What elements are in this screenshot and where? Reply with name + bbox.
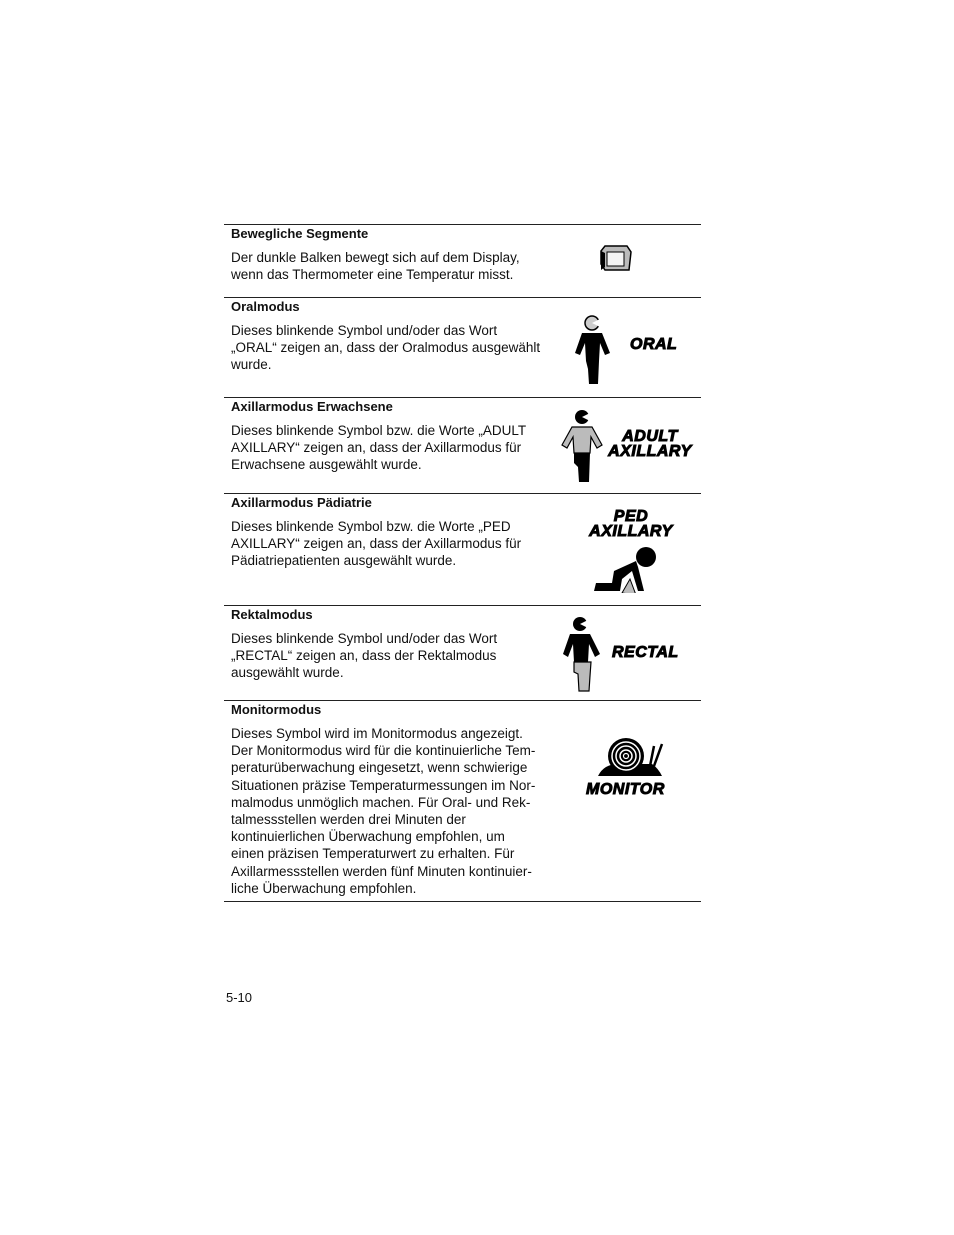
body-line: Erwachsene ausgewählt wurde. <box>231 457 422 473</box>
body-line: peraturüberwachung eingesetzt, wenn schwierige <box>231 760 528 776</box>
body-line: ausgewählt wurde. <box>231 665 344 681</box>
section-adult-axillary <box>231 399 556 474</box>
section-body <box>231 725 556 897</box>
label-line: AXILLARY <box>608 443 692 460</box>
ped-axillary-label <box>585 509 677 539</box>
divider <box>224 493 701 494</box>
section-rectal <box>231 607 556 682</box>
body-line: malmodus unmöglich machen. Für Oral- und Rek- <box>231 794 531 810</box>
body-line: wurde. <box>231 357 272 373</box>
body-line: wenn das Thermometer eine Temperatur misst. <box>231 267 514 283</box>
body-line: kontinuierlichen Überwachung empfohlen, um <box>231 829 505 845</box>
body-line: einen präzisen Temperaturwert zu erhalten. Für <box>231 846 515 862</box>
rectal-figure-icon <box>560 614 604 692</box>
crawling-child-icon <box>590 545 660 593</box>
body-line: Dieses blinkende Symbol und/oder das Wort <box>231 323 498 338</box>
rectal-label: RECTAL <box>612 644 679 661</box>
label-line: ADULT <box>622 428 678 445</box>
section-title: Monitormodus <box>231 702 322 717</box>
body-line: Der dunkle Balken bewegt sich auf dem Display, <box>231 250 520 265</box>
page-number: 5-10 <box>226 990 253 1005</box>
body-line: Pädiatriepatienten ausgewählt wurde. <box>231 553 457 569</box>
body-line: Dieses Symbol wird im Monitormodus angezeigt. <box>231 726 523 741</box>
body-line: liche Überwachung empfohlen. <box>231 880 417 896</box>
divider <box>224 397 701 398</box>
adult-axillary-figure-icon <box>560 407 604 483</box>
section-title: Rektalmodus <box>231 607 313 622</box>
divider <box>224 605 701 606</box>
section-body <box>231 249 556 283</box>
monitor-label: MONITOR <box>586 781 665 798</box>
segment-display-icon <box>599 243 635 273</box>
body-line: Dieses blinkende Symbol und/oder das Wort <box>231 631 498 646</box>
body-line: AXILLARY“ zeigen an, dass der Axillarmodus für <box>231 440 522 456</box>
section-ped-axillary <box>231 495 556 570</box>
section-title: Axillarmodus Erwachsene <box>231 399 393 414</box>
divider <box>224 297 701 298</box>
oral-label: ORAL <box>630 336 678 353</box>
section-body <box>231 630 556 682</box>
section-moving-segments <box>231 226 556 283</box>
section-title: Oralmodus <box>231 299 300 314</box>
section-body <box>231 322 556 374</box>
section-oral-mode <box>231 299 556 374</box>
body-line: „RECTAL“ zeigen an, dass der Rektalmodus <box>231 648 497 664</box>
body-line: „ORAL“ zeigen an, dass der Oralmodus ausgewählt <box>231 340 541 356</box>
body-line: talmessstellen werden drei Minuten der <box>231 812 466 828</box>
body-line: Dieses blinkende Symbol bzw. die Worte „PED <box>231 519 511 534</box>
body-line: Axillarmessstellen werden fünf Minuten kontinuier- <box>231 863 532 879</box>
label-line: PED <box>613 508 649 525</box>
body-line: Situationen präzise Temperaturmessungen im Nor- <box>231 777 536 793</box>
body-line: Dieses blinkende Symbol bzw. die Worte „ADULT <box>231 423 527 438</box>
label-line: AXILLARY <box>589 523 673 540</box>
divider <box>224 700 701 701</box>
snail-icon <box>596 736 666 778</box>
section-title: Axillarmodus Pädiatrie <box>231 495 372 510</box>
adult-axillary-label <box>608 429 692 459</box>
section-monitor <box>231 702 556 897</box>
oral-figure-icon <box>572 313 612 385</box>
section-body <box>231 422 556 474</box>
section-title: Bewegliche Segmente <box>231 226 369 241</box>
body-line: AXILLARY“ zeigen an, dass der Axillarmodus für <box>231 536 522 552</box>
divider <box>224 901 701 902</box>
body-line: Der Monitormodus wird für die kontinuierliche Tem- <box>231 743 536 759</box>
section-body <box>231 518 556 570</box>
divider <box>224 224 701 225</box>
